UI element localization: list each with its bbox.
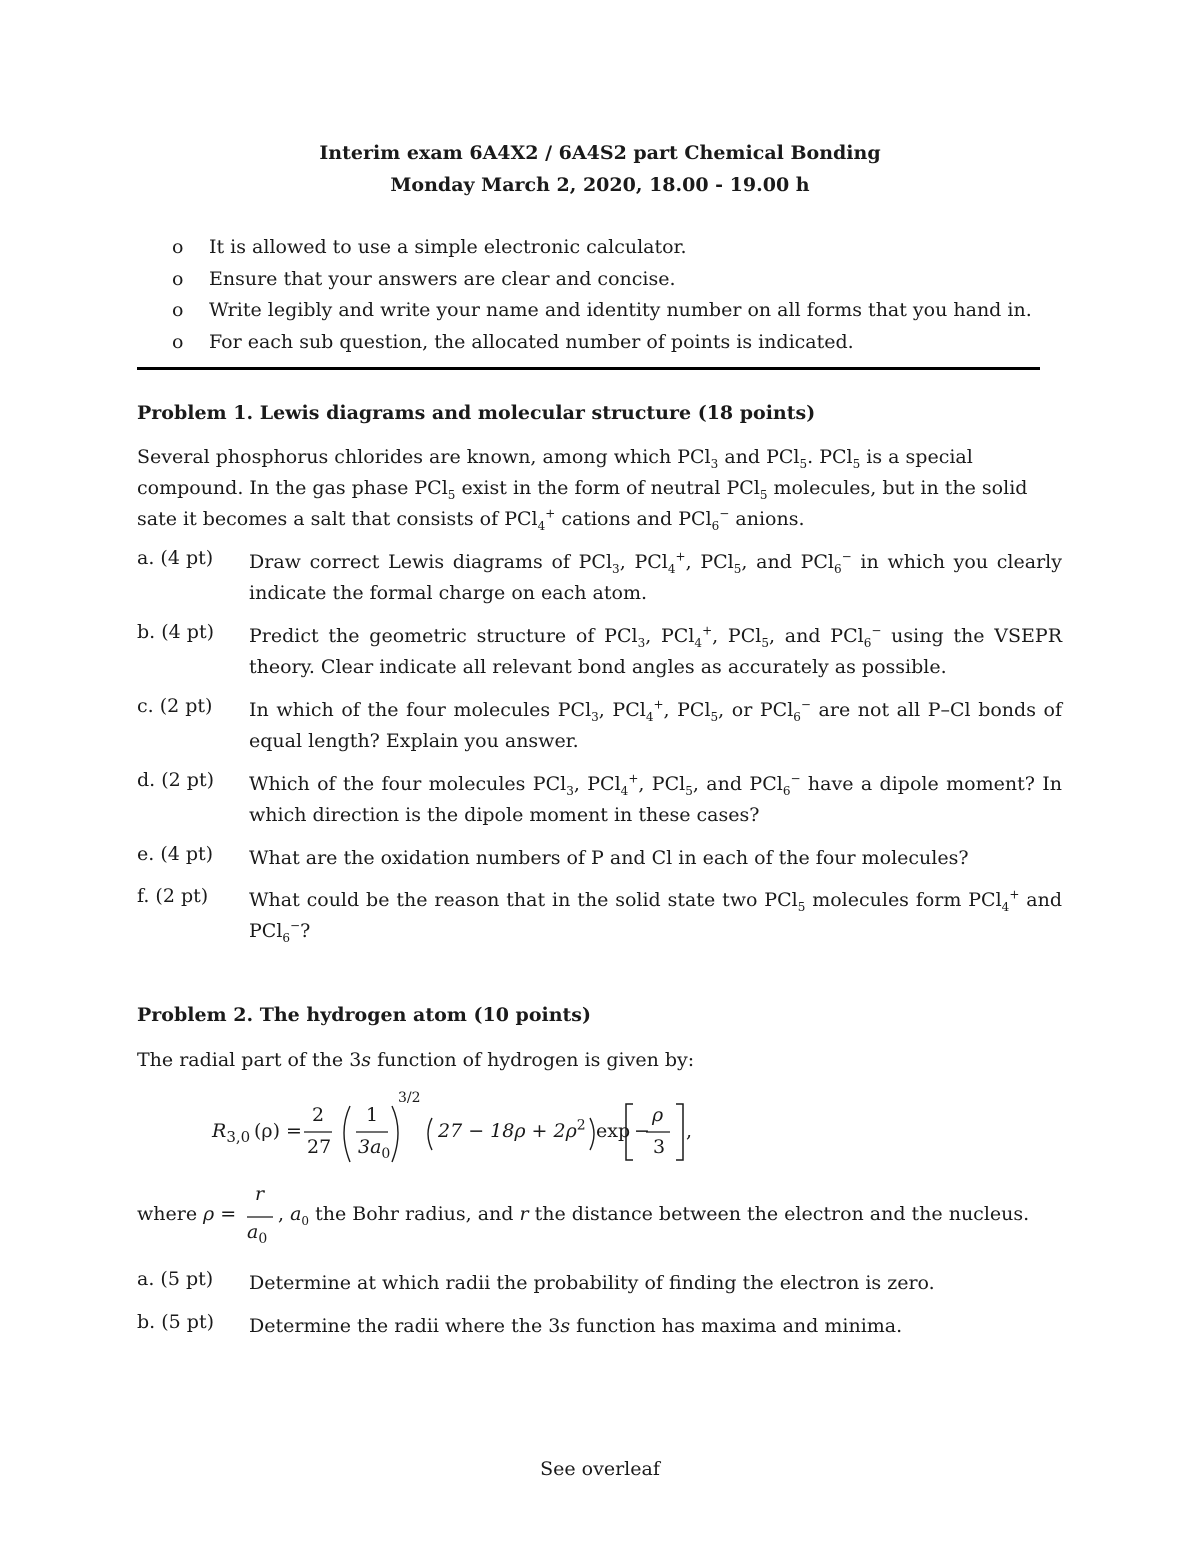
where-rest: , $a_0$ the Bohr radius, and r the distance between the electron and the nucleus.	[278, 1203, 1030, 1228]
question-text: Determine the radii where the 3s function has maxima and minima.	[249, 1315, 903, 1337]
formula-arg: (ρ) =	[254, 1120, 302, 1142]
question-text: Which of the four molecules PCl$_3$, PCl$_4$+, PCl$_5$, and PCl$_6$− have a dipole moment? In which direction is the dipole moment in these cases?	[249, 771, 1063, 826]
where-rho: ρ =	[203, 1203, 237, 1225]
problem-1-heading: Problem 1. Lewis diagrams and molecular structure (18 points)	[137, 402, 816, 424]
formula-minus: −	[634, 1120, 650, 1142]
rule-item	[172, 264, 1032, 296]
rule-item	[172, 327, 1032, 359]
question-text: In which of the four molecules PCl$_3$, PCl$_4$+, PCl$_5$, or PCl$_6$− are not all P–Cl bonds of equal length? Explain you answer.	[249, 697, 1062, 752]
formula-frac1-num: 2	[312, 1104, 325, 1126]
page-footer: See overleaf	[540, 1458, 660, 1480]
question-label: a. (5 pt)	[137, 1268, 214, 1290]
formula-trailing-comma: ,	[686, 1120, 693, 1142]
formula-exp: exp	[596, 1120, 631, 1142]
where-numerator: r	[255, 1183, 265, 1205]
where-fraction-bar	[247, 1215, 277, 1219]
question-label: b. (5 pt)	[137, 1311, 214, 1333]
section-divider	[137, 367, 1040, 370]
where-denominator-sub: 0	[258, 1230, 268, 1247]
rule-text: For each sub question, the allocated number of points is indicated.	[209, 330, 854, 353]
formula-lhs	[212, 1120, 251, 1146]
where-prefix: where	[137, 1203, 198, 1225]
formula-frac3-den: 3	[653, 1136, 666, 1158]
problem-2-heading: Problem 2. The hydrogen atom (10 points)	[137, 1004, 591, 1026]
question-label: e. (4 pt)	[137, 843, 214, 865]
question-label: f. (2 pt)	[137, 885, 209, 907]
question-text: What are the oxidation numbers of P and Cl in each of the four molecules?	[249, 847, 969, 869]
formula-frac3-num: ρ	[652, 1104, 664, 1126]
question-text: What could be the reason that in the solid state two PCl$_5$ molecules form PCl$_4$+ and PCl$_6$−?	[249, 887, 1062, 945]
exam-date: Monday March 2, 2020, 18.00 - 19.00 h	[390, 174, 810, 196]
question-label: c. (2 pt)	[137, 695, 213, 717]
exam-rules-list	[172, 232, 1032, 358]
problem-1-intro: Several phosphorus chlorides are known, among which PCl$_3$ and PCl$_5$. PCl$_5$ is a special compound. In the gas phase PCl$_5$ exist in the form of neutral PCl$_5$ molecules, but in the solid sate it becomes a salt that consists of PCl$_4$+ cations and PCl$_6$− anions.	[137, 446, 1028, 533]
where-denominator-text: a	[247, 1221, 259, 1243]
radial-function-formula	[210, 1090, 710, 1164]
where-denominator	[247, 1221, 268, 1247]
formula-lhs-symbol: R	[212, 1120, 227, 1142]
formula-definition	[137, 1183, 1062, 1255]
formula-frac1-den: 27	[307, 1136, 332, 1158]
formula-polynomial-sup: 2	[576, 1117, 586, 1134]
formula-frac2-den	[358, 1136, 391, 1162]
formula-exponent: 3/2	[398, 1090, 421, 1106]
rule-text: It is allowed to use a simple electronic calculator.	[209, 236, 687, 258]
formula-frac2-den-text: 3a	[358, 1136, 382, 1158]
problem-2-intro: The radial part of the 3s function of hydrogen is given by:	[137, 1049, 695, 1071]
question-label: b. (4 pt)	[137, 621, 214, 643]
formula-polynomial-text: 27 − 18ρ + 2ρ	[438, 1120, 577, 1142]
rule-text: Write legibly and write your name and identity number on all forms that you hand in.	[209, 299, 1032, 321]
rule-item	[172, 295, 1032, 327]
formula-lhs-subscript: 3,0	[226, 1127, 251, 1146]
rule-item	[172, 232, 1032, 264]
bullet-icon: o	[172, 236, 184, 258]
formula-frac2-den-sub: 0	[381, 1145, 391, 1162]
question-text: Draw correct Lewis diagrams of PCl$_3$, PCl$_4$+, PCl$_5$, and PCl$_6$− in which you clearly indicate the formal charge on each atom.	[249, 549, 1062, 604]
question-text: Determine at which radii the probability of finding the electron is zero.	[249, 1272, 935, 1294]
bullet-icon: o	[172, 330, 184, 353]
question-label: d. (2 pt)	[137, 769, 214, 791]
formula-frac2-num: 1	[366, 1104, 379, 1126]
bullet-icon: o	[172, 267, 184, 290]
bullet-icon: o	[172, 299, 184, 321]
question-label: a. (4 pt)	[137, 547, 214, 569]
formula-polynomial	[438, 1117, 586, 1142]
exam-title: Interim exam 6A4X2 / 6A4S2 part Chemical Bonding	[319, 142, 881, 164]
rule-text: Ensure that your answers are clear and concise.	[209, 267, 676, 290]
question-text: Predict the geometric structure of PCl$_3$, PCl$_4$+, PCl$_5$, and PCl$_6$− using the VSEPR theory. Clear indicate all relevant bond angles as accurately as possible.	[249, 623, 1062, 678]
